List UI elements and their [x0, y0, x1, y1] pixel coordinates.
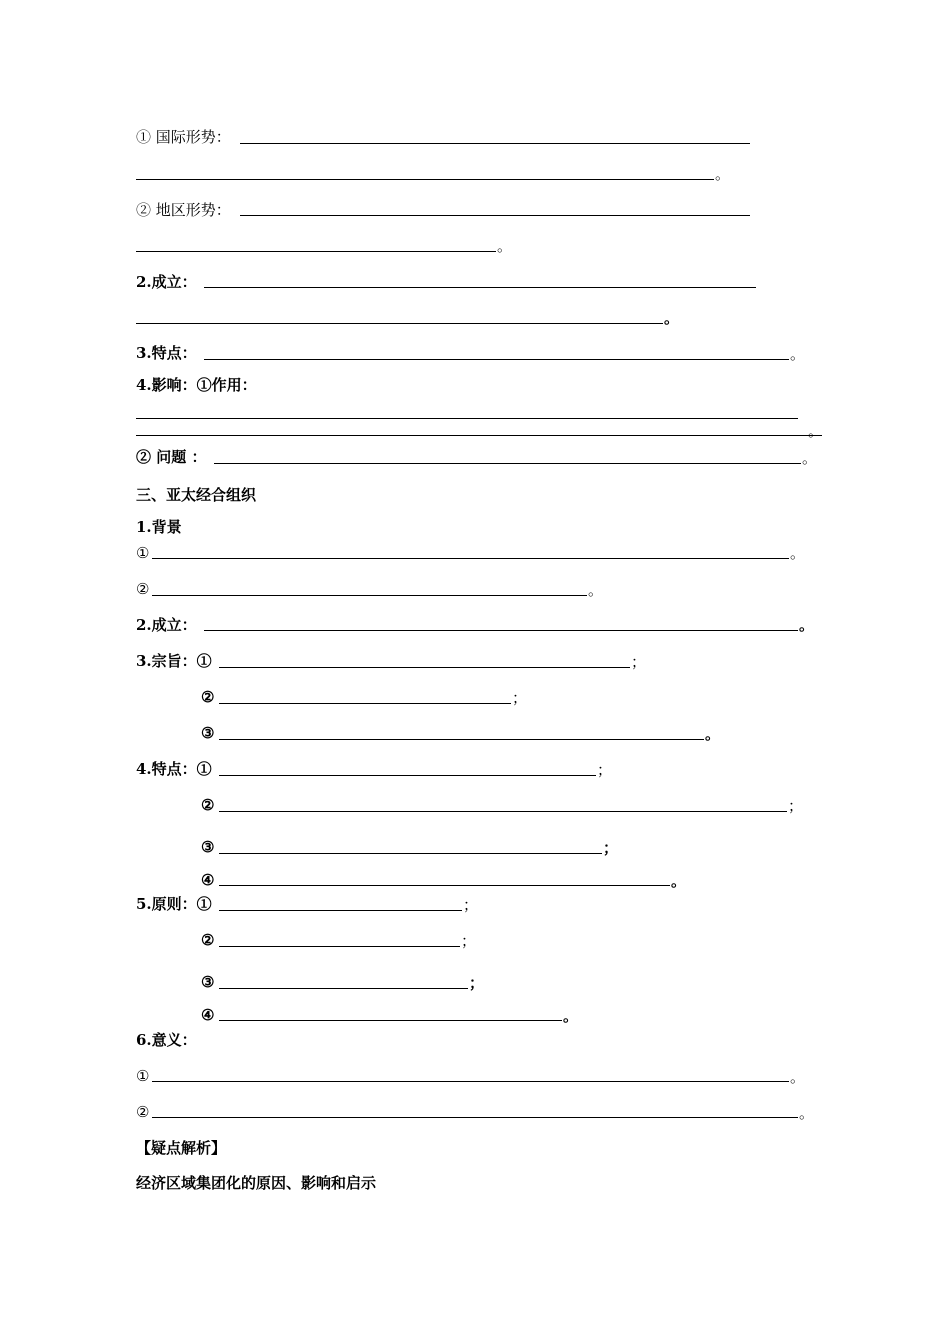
- period-mark: 。: [563, 1007, 579, 1025]
- problem-label: ② 问题 ：: [136, 448, 207, 466]
- answer-blank[interactable]: [219, 703, 511, 704]
- answer-blank[interactable]: [136, 179, 714, 180]
- analysis-heading: 【疑点解析】: [136, 1139, 227, 1157]
- aim-label: 3.宗旨：①: [136, 652, 212, 670]
- period-mark: 。: [799, 1104, 815, 1122]
- period-mark: 。: [671, 872, 687, 890]
- period-mark: 。: [715, 165, 731, 183]
- answer-blank[interactable]: [219, 988, 468, 989]
- answer-blank[interactable]: [136, 323, 663, 324]
- features-label: 4.特点：①: [136, 760, 212, 778]
- answer-blank[interactable]: [136, 418, 798, 419]
- item-marker: ②: [136, 1103, 150, 1121]
- semicolon-mark: ；: [512, 689, 528, 707]
- answer-blank[interactable]: [204, 630, 798, 631]
- period-mark: 。: [790, 345, 806, 363]
- semicolon-mark: ；: [631, 653, 647, 671]
- background-label: 1.背景: [136, 518, 182, 536]
- period-mark: 。: [705, 725, 721, 743]
- features-label: 3.特点：: [136, 344, 197, 362]
- item-marker: ③: [201, 724, 215, 742]
- answer-blank[interactable]: [219, 853, 602, 854]
- item-marker: ①: [136, 1067, 150, 1085]
- answer-blank[interactable]: [152, 1117, 798, 1118]
- principle-label: 5.原则：①: [136, 895, 212, 913]
- answer-blank[interactable]: [219, 811, 787, 812]
- answer-blank[interactable]: [219, 1020, 562, 1021]
- semicolon-mark: ；: [788, 797, 804, 815]
- period-mark: 。: [790, 544, 806, 562]
- answer-blank[interactable]: [204, 359, 789, 360]
- impact-label: 4.影响：①作用：: [136, 376, 257, 394]
- answer-blank[interactable]: [152, 1081, 789, 1082]
- period-mark: 。: [588, 581, 604, 599]
- answer-blank[interactable]: [136, 251, 496, 252]
- analysis-topic: 经济区域集团化的原因、影响和启示: [136, 1174, 377, 1192]
- item-marker: ④: [201, 1006, 215, 1024]
- answer-blank[interactable]: [152, 595, 587, 596]
- region-situation-label: ② 地区形势：: [136, 201, 231, 219]
- item-marker: ②: [201, 931, 215, 949]
- semicolon-mark: ；: [597, 761, 613, 779]
- item-marker: ②: [201, 796, 215, 814]
- semicolon-mark: ；: [461, 932, 477, 950]
- period-mark: 。: [808, 422, 824, 440]
- semicolon-mark: ；: [463, 896, 479, 914]
- period-mark: 。: [497, 237, 513, 255]
- establish-label: 2.成立：: [136, 616, 197, 634]
- item-marker: ②: [136, 580, 150, 598]
- answer-blank[interactable]: [219, 667, 630, 668]
- answer-blank[interactable]: [219, 910, 462, 911]
- period-mark: 。: [799, 616, 815, 634]
- period-mark: 。: [664, 309, 680, 327]
- item-marker: ④: [201, 871, 215, 889]
- semicolon-mark: ；: [603, 839, 619, 857]
- period-mark: 。: [790, 1068, 806, 1086]
- answer-blank[interactable]: [219, 885, 670, 886]
- answer-blank[interactable]: [219, 775, 596, 776]
- answer-blank[interactable]: [214, 463, 801, 464]
- item-marker: ③: [201, 973, 215, 991]
- answer-blank[interactable]: [240, 143, 750, 144]
- item-marker: ③: [201, 838, 215, 856]
- establish-label: 2.成立：: [136, 273, 197, 291]
- period-mark: 。: [802, 449, 818, 467]
- item-marker: ②: [201, 688, 215, 706]
- semicolon-mark: ；: [469, 974, 485, 992]
- section-heading: 三、亚太经合组织: [136, 486, 257, 504]
- answer-blank[interactable]: [152, 558, 789, 559]
- intl-situation-label: ① 国际形势：: [136, 128, 231, 146]
- answer-blank[interactable]: [240, 215, 750, 216]
- answer-blank[interactable]: [219, 946, 460, 947]
- answer-blank[interactable]: [136, 435, 822, 436]
- item-marker: ①: [136, 544, 150, 562]
- answer-blank[interactable]: [219, 739, 704, 740]
- significance-label: 6.意义：: [136, 1031, 197, 1049]
- answer-blank[interactable]: [204, 287, 756, 288]
